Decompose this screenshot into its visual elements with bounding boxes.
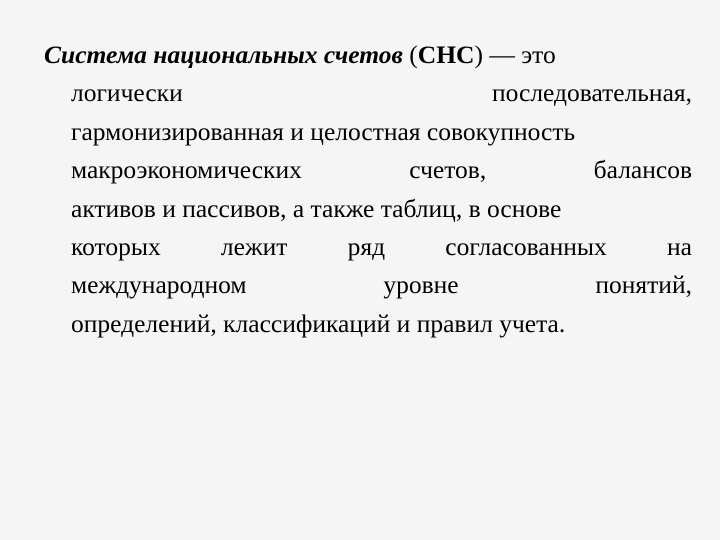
word: балансов: [593, 155, 692, 185]
word: ряд: [347, 232, 386, 262]
abbr-close: ) — это: [474, 40, 556, 69]
abbr-open: (: [402, 40, 418, 69]
word: счетов,: [409, 155, 487, 185]
definition-line-2: [71, 74, 692, 112]
abbreviation: СНС: [417, 40, 475, 69]
definition-line-3: гармонизированная и целостная совокупность: [71, 116, 576, 146]
definition-line-5: активов и пассивов, а также таблиц, в основе: [71, 193, 562, 223]
word: согласованных: [445, 232, 607, 262]
word: международном: [71, 270, 247, 300]
definition-line-7: [71, 266, 692, 304]
word: на: [667, 232, 692, 262]
definition-line-8: определений, классификаций и правил учета.: [71, 308, 566, 338]
definition-line-4: [71, 151, 692, 189]
word: лежит: [220, 232, 288, 262]
term-title: Система национальных счетов: [44, 40, 403, 69]
definition-line-1: [44, 36, 692, 74]
definition-line-6: [71, 228, 692, 266]
word: логически: [71, 78, 183, 108]
word: которых: [71, 232, 161, 262]
word: макроэкономических: [71, 155, 302, 185]
word: уровне: [383, 270, 459, 300]
word: последовательная,: [491, 78, 692, 108]
word: понятий,: [595, 270, 692, 300]
definition-text: [44, 36, 692, 343]
